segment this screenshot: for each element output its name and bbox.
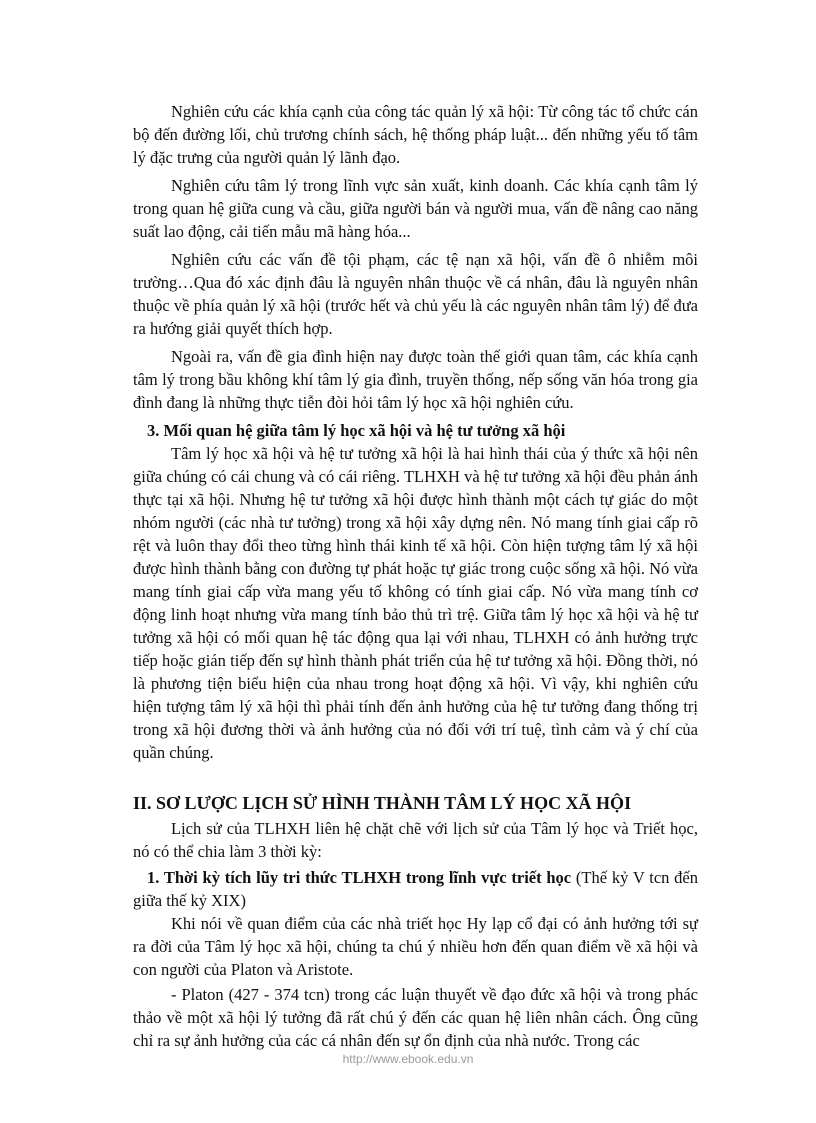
period-1-title: 1. Thời kỳ tích lũy tri thức TLHXH trong lĩnh vực triết học — [147, 868, 572, 887]
footer-url: http://www.ebook.edu.vn — [342, 1052, 474, 1066]
paragraph: Nghiên cứu các khía cạnh của công tác quản lý xã hội: Từ công tác tổ chức cán bộ đến đường lối, chủ trương chính sách, hệ thống pháp luật... đến những yếu tố tâm lý đặc trưng của người quản lý lãnh đạo. — [133, 102, 698, 167]
paragraph: Tâm lý học xã hội và hệ tư tưởng xã hội là hai hình thái của ý thức xã hội nên giữa chúng có cái chung và có cái riêng. TLHXH và hệ tư tưởng xã hội đều phản ánh thực tại xã hội. Nhưng hệ tư tưởng xã hội được hình thành một cách tự giác do một nhóm người (các nhà tư tưởng) trong xã hội xây dựng nên. Nó mang tính giai cấp rõ rệt và luôn thay đổi theo từng hình thái kinh tế xã hội. Còn hiện tượng tâm lý xã hội được hình thành bằng con đường tự phát hoặc tự giác trong cuộc sống xã hội. Nó vừa mang tính giai cấp vừa mang yếu tố không có tính giai cấp. Nó vừa mang tính cơ động linh hoạt nhưng vừa mang tính bảo thủ trì trệ. Giữa tâm lý học xã hội và hệ tư tưởng xã hội có mối quan hệ tác động qua lại với nhau, TLHXH có ảnh hưởng trực tiếp hoặc gián tiếp đến sự hình thành phát triển của hệ tư tưởng xã hội. Đồng thời, nó là phương tiện biểu hiện của nhau trong hoạt động xã hội. Vì vậy, khi nghiên cứu hiện tượng tâm lý xã hội thì phải tính đến ảnh hưởng của hệ tư tưởng đang thống trị trong xã hội đương thời và ảnh hưởng của nó đối với trí tuệ, tình cảm và ý chí của quần chúng. — [133, 444, 698, 762]
paragraph: Nghiên cứu tâm lý trong lĩnh vực sản xuất, kinh doanh. Các khía cạnh tâm lý trong quan hệ giữa cung và cầu, giữa người bán và người mua, vấn đề nâng cao năng suất lao động, cải tiến mẫu mã hàng hóa... — [133, 176, 698, 241]
section-3-heading: 3. Mối quan hệ giữa tâm lý học xã hội và hệ tư tưởng xã hội — [147, 421, 566, 440]
period-1-heading — [133, 866, 698, 912]
paragraph: Ngoài ra, vấn đề gia đình hiện nay được toàn thế giới quan tâm, các khía cạnh tâm lý trong bầu không khí tâm lý gia đình, truyền thống, nếp sống văn hóa trong gia đình đang là những thực tiễn đòi hỏi tâm lý học xã hội nghiên cứu. — [133, 347, 698, 412]
paragraph: - Platon (427 - 374 tcn) trong các luận thuyết về đạo đức xã hội và trong phác thảo về một xã hội lý tưởng đã rất chú ý đến các quan hệ liên nhân cách. Ông cũng chỉ ra sự ảnh hưởng của các cá nhân đến sự ổn định của nhà nước. Trong các — [133, 985, 698, 1050]
section-ii-heading: II. SƠ LƯỢC LỊCH SỬ HÌNH THÀNH TÂM LÝ HỌC XÃ HỘI — [133, 793, 632, 813]
paragraph: Nghiên cứu các vấn đề tội phạm, các tệ nạn xã hội, vấn đề ô nhiễm môi trường…Qua đó xác định đâu là nguyên nhân thuộc về cá nhân, đâu là nguyên nhân thuộc về phía quản lý xã hội (trước hết và chủ yếu là các nguyên nhân tâm lý) để đưa ra hướng giải quyết thích hợp. — [133, 250, 698, 338]
paragraph: Lịch sử của TLHXH liên hệ chặt chẽ với lịch sử của Tâm lý học và Triết học, nó có thể chia làm 3 thời kỳ: — [133, 819, 698, 861]
document-body — [133, 100, 698, 1052]
period-1-range: (Thế kỷ V tcn đến giữa thế kỷ XIX) — [133, 868, 698, 910]
paragraph: Khi nói về quan điểm của các nhà triết học Hy lạp cổ đại có ảnh hưởng tới sự ra đời của Tâm lý học xã hội, chúng ta chú ý nhiều hơn đến quan điểm về xã hội và con người của Platon và Aristote. — [133, 914, 698, 979]
